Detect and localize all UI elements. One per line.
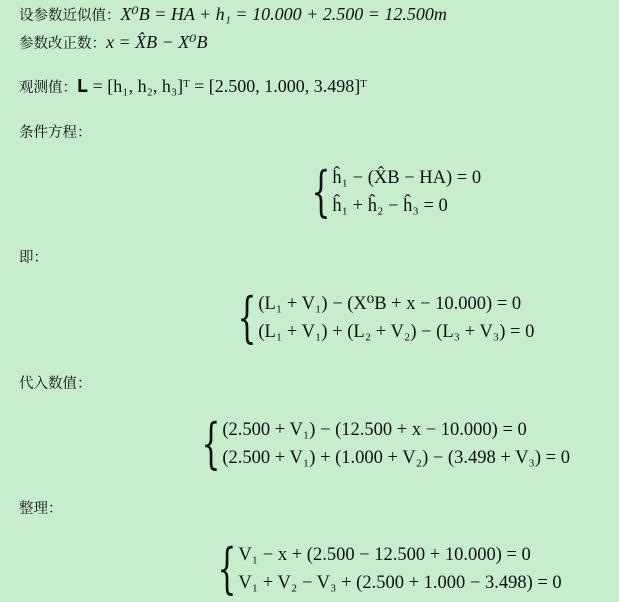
ie-label: 即：: [19, 250, 48, 266]
observation-formula: 𝐋 = [h₁, h₂, h₃]ᵀ = [2.500, 1.000, 3.498]ᵀ: [77, 76, 367, 96]
arrange-eq-2: V₁ + V₂ − V₃ + (2.500 + 1.000 − 3.498) = 0: [238, 573, 562, 593]
brace: {: [201, 412, 221, 475]
substitute-heading: [19, 372, 92, 395]
approx-line: [19, 3, 447, 27]
approx-formula: X⁰B = HA + h₁ = 10.000 + 2.500 = 12.500m: [120, 4, 447, 24]
substitute-eq-1: (2.500 + V₁) − (12.500 + x − 10.000) = 0: [222, 420, 527, 440]
brace: {: [217, 537, 237, 600]
substitute-eq-2: (2.500 + V₁) + (1.000 + V₂) − (3.498 + V₃) = 0: [222, 448, 570, 468]
ie-eq-1: (L₁ + V₁) − (X⁰B + x − 10.000) = 0: [258, 294, 522, 314]
arrange-label: 整理：: [19, 501, 63, 517]
substitute-system: [186, 412, 570, 475]
condition-eq-1: ĥ₁ − (X̂B − HA) = 0: [332, 168, 482, 188]
arrange-heading: [19, 497, 63, 520]
condition-eq-2: ĥ₁ + ĥ₂ − ĥ₃ = 0: [332, 196, 448, 216]
ie-eq-2: (L₁ + V₁) + (L₂ + V₂) − (L₃ + V₃) = 0: [258, 322, 535, 342]
correction-line: [19, 31, 207, 55]
observation-line: [19, 75, 367, 99]
brace: {: [237, 286, 257, 349]
correction-formula: x = X̂B − X⁰B: [106, 32, 208, 52]
ie-heading: [19, 246, 48, 269]
correction-label: 参数改正数：: [19, 36, 106, 52]
arrange-eq-1: V₁ − x + (2.500 − 12.500 + 10.000) = 0: [238, 545, 531, 565]
substitute-label: 代入数值：: [19, 376, 92, 392]
brace: {: [311, 160, 331, 223]
approx-label: 设参数近似值：: [19, 8, 121, 24]
ie-system: [222, 286, 535, 349]
observation-label: 观测值：: [19, 80, 77, 96]
arrange-system: [202, 537, 562, 600]
condition-heading: [19, 121, 92, 144]
condition-label: 条件方程：: [19, 125, 92, 141]
condition-system: [296, 160, 482, 223]
